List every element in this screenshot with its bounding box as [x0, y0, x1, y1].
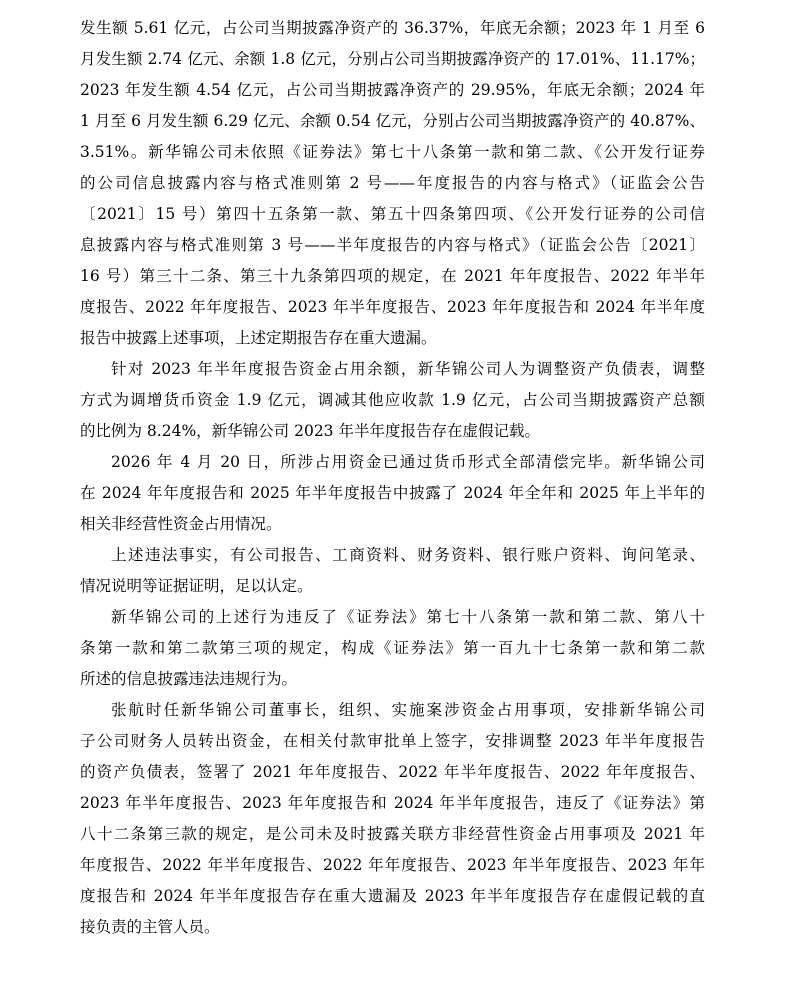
text-line: 针对 2023 年半年度报告资金占用余额，新华锦公司人为调整资产负债表，调整: [111, 360, 705, 378]
text-line: 的比例为 8.24%，新华锦公司 2023 年半年度报告存在虚假记载。: [80, 422, 540, 440]
text-line: 方式为调增货币资金 1.9 亿元，调减其他应收款 1.9 亿元，占公司当期披露资产总额: [80, 391, 705, 409]
text-line: 张航时任新华锦公司董事长，组织、实施案涉资金占用事项，安排新华锦公司: [111, 701, 705, 719]
paragraph-p6: [80, 695, 705, 943]
text-line: 在 2024 年年度报告和 2025 年半年度报告中披露了 2024 年全年和 2025 年上半年的: [80, 484, 705, 502]
text-line: 八十二条第三款的规定，是公司未及时披露关联方非经营性资金占用事项及 2021 年: [80, 825, 705, 843]
paragraph-p1: [80, 13, 705, 354]
text-line: 新华锦公司的上述行为违反了《证券法》第七十八条第一款和第二款、第八十: [111, 608, 705, 626]
text-line: 情况说明等证据证明，足以认定。: [80, 577, 313, 595]
text-line: 发生额 5.61 亿元，占公司当期披露净资产的 36.37%，年底无余额；2023 年 1 月至 6: [80, 19, 705, 37]
paragraph-p4: [80, 540, 705, 602]
text-line: 2026 年 4 月 20 日，所涉占用资金已通过货币形式全部清偿完毕。新华锦公司: [111, 453, 705, 471]
text-line: 子公司财务人员转出资金，在相关付款审批单上签字，安排调整 2023 年半年度报告: [80, 732, 705, 750]
text-line: 报告中披露上述事项，上述定期报告存在重大遗漏。: [80, 329, 437, 347]
text-line: 16 号）第三十二条、第三十九条第四项的规定，在 2021 年年度报告、2022 年半年: [80, 267, 705, 285]
paragraph-p5: [80, 602, 705, 695]
text-line: 年度报告、2022 年半年度报告、2022 年年度报告、2023 年半年度报告、2023 年年: [80, 856, 705, 874]
text-line: 2023 年发生额 4.54 亿元，占公司当期披露净资产的 29.95%，年底无余额；2024 年: [80, 81, 705, 99]
text-line: 的公司信息披露内容与格式准则第 2 号——年度报告的内容与格式》（证监会公告: [80, 174, 705, 192]
text-line: 〔2021〕15 号）第四十五条第一款、第五十四条第四项、《公开发行证券的公司信: [80, 205, 705, 223]
text-line: 度报告、2022 年年度报告、2023 年半年度报告、2023 年年度报告和 2024 年半年度: [80, 298, 705, 316]
text-line: 的资产负债表，签署了 2021 年年度报告、2022 年半年度报告、2022 年年度报告、: [80, 763, 705, 781]
text-line: 3.51%。新华锦公司未依照《证券法》第七十八条第一款和第二款、《公开发行证券: [80, 143, 705, 161]
text-line: 1 月至 6 月发生额 6.29 亿元、余额 0.54 亿元，分别占公司当期披露净资产的 40.87%、: [80, 112, 705, 130]
text-line: 度报告和 2024 年半年度报告存在重大遗漏及 2023 年半年度报告存在虚假记载的直: [80, 887, 705, 905]
text-line: 接负责的主管人员。: [80, 918, 220, 936]
text-line: 相关非经营性资金占用情况。: [80, 515, 282, 533]
text-line: 条第一款和第二款第三项的规定，构成《证券法》第一百九十七条第一款和第二款: [80, 639, 705, 657]
paragraph-p3: [80, 447, 705, 540]
text-line: 月发生额 2.74 亿元、余额 1.8 亿元，分别占公司当期披露净资产的 17.01%、11.17%；: [80, 50, 705, 68]
text-line: 息披露内容与格式准则第 3 号——半年度报告的内容与格式》（证监会公告〔2021〕: [80, 236, 705, 254]
text-line: 所述的信息披露违法违规行为。: [80, 670, 298, 688]
paragraph-p2: [80, 354, 705, 447]
text-line: 2023 年半年度报告、2023 年年度报告和 2024 年半年度报告，违反了《证券法》第: [80, 794, 705, 812]
text-line: 上述违法事实，有公司报告、工商资料、财务资料、银行账户资料、询问笔录、: [111, 546, 705, 564]
